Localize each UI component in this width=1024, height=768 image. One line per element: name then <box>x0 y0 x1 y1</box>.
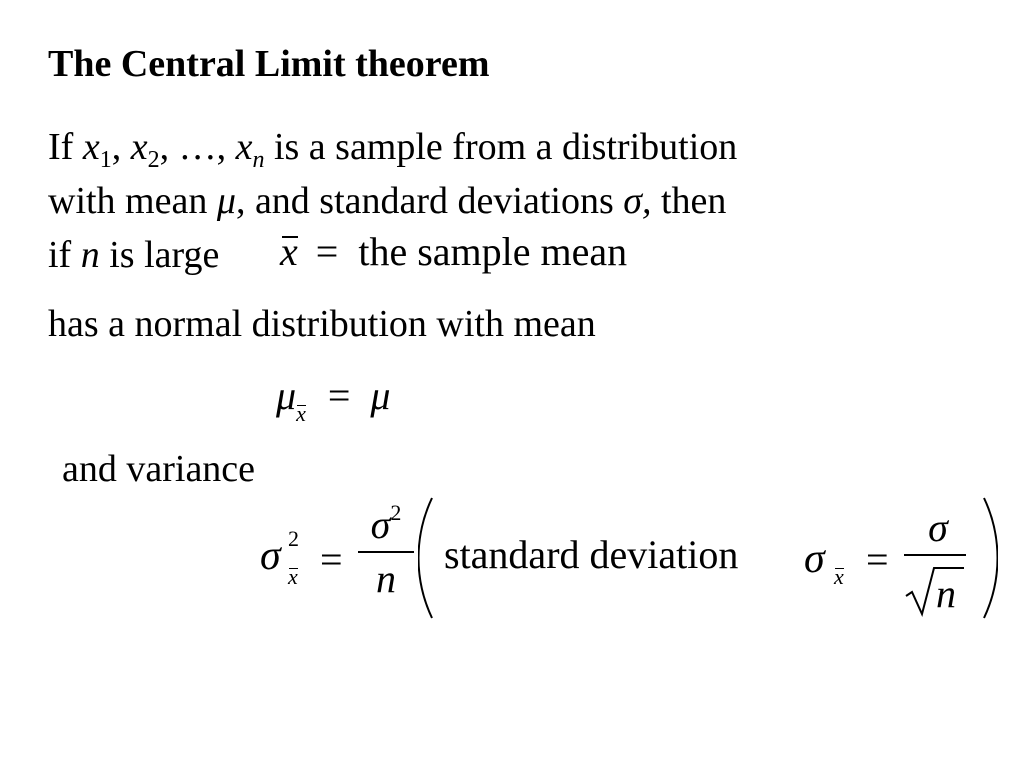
x-bar-symbol: x <box>280 229 298 274</box>
sd-lhs: σ <box>804 536 825 582</box>
variance-equals: = <box>320 537 343 582</box>
theorem-line-2: with mean μ, and standard deviations σ, then <box>48 180 727 222</box>
variance-sub: x <box>288 564 298 589</box>
and-variance-label: and variance <box>62 448 256 490</box>
sd-numerator: σ <box>928 505 948 550</box>
sd-denominator: n <box>936 571 956 616</box>
right-paren <box>984 498 998 618</box>
sd-fraction-bar <box>904 554 966 556</box>
standard-deviation-label: standard deviation <box>444 532 739 577</box>
variance-lhs: σ <box>260 533 281 579</box>
mean-equation: μx = μ <box>276 373 391 426</box>
theorem-line-3: if n is large <box>48 234 220 276</box>
normal-distribution-line: has a normal distribution with mean <box>48 303 596 345</box>
variance-sup: 2 <box>288 526 299 551</box>
page-title: The Central Limit theorem <box>48 43 490 85</box>
sd-equals: = <box>866 537 889 582</box>
theorem-line-1: If $x_1$, $x_2$, …, $x_n$ is a sample from a distribution <box>48 126 738 173</box>
sd-sub: x <box>834 564 844 589</box>
left-paren <box>419 498 433 618</box>
sample-mean-definition: x = the sample mean <box>280 229 628 274</box>
variance-fraction: $\sigma^2$ n <box>358 502 414 599</box>
